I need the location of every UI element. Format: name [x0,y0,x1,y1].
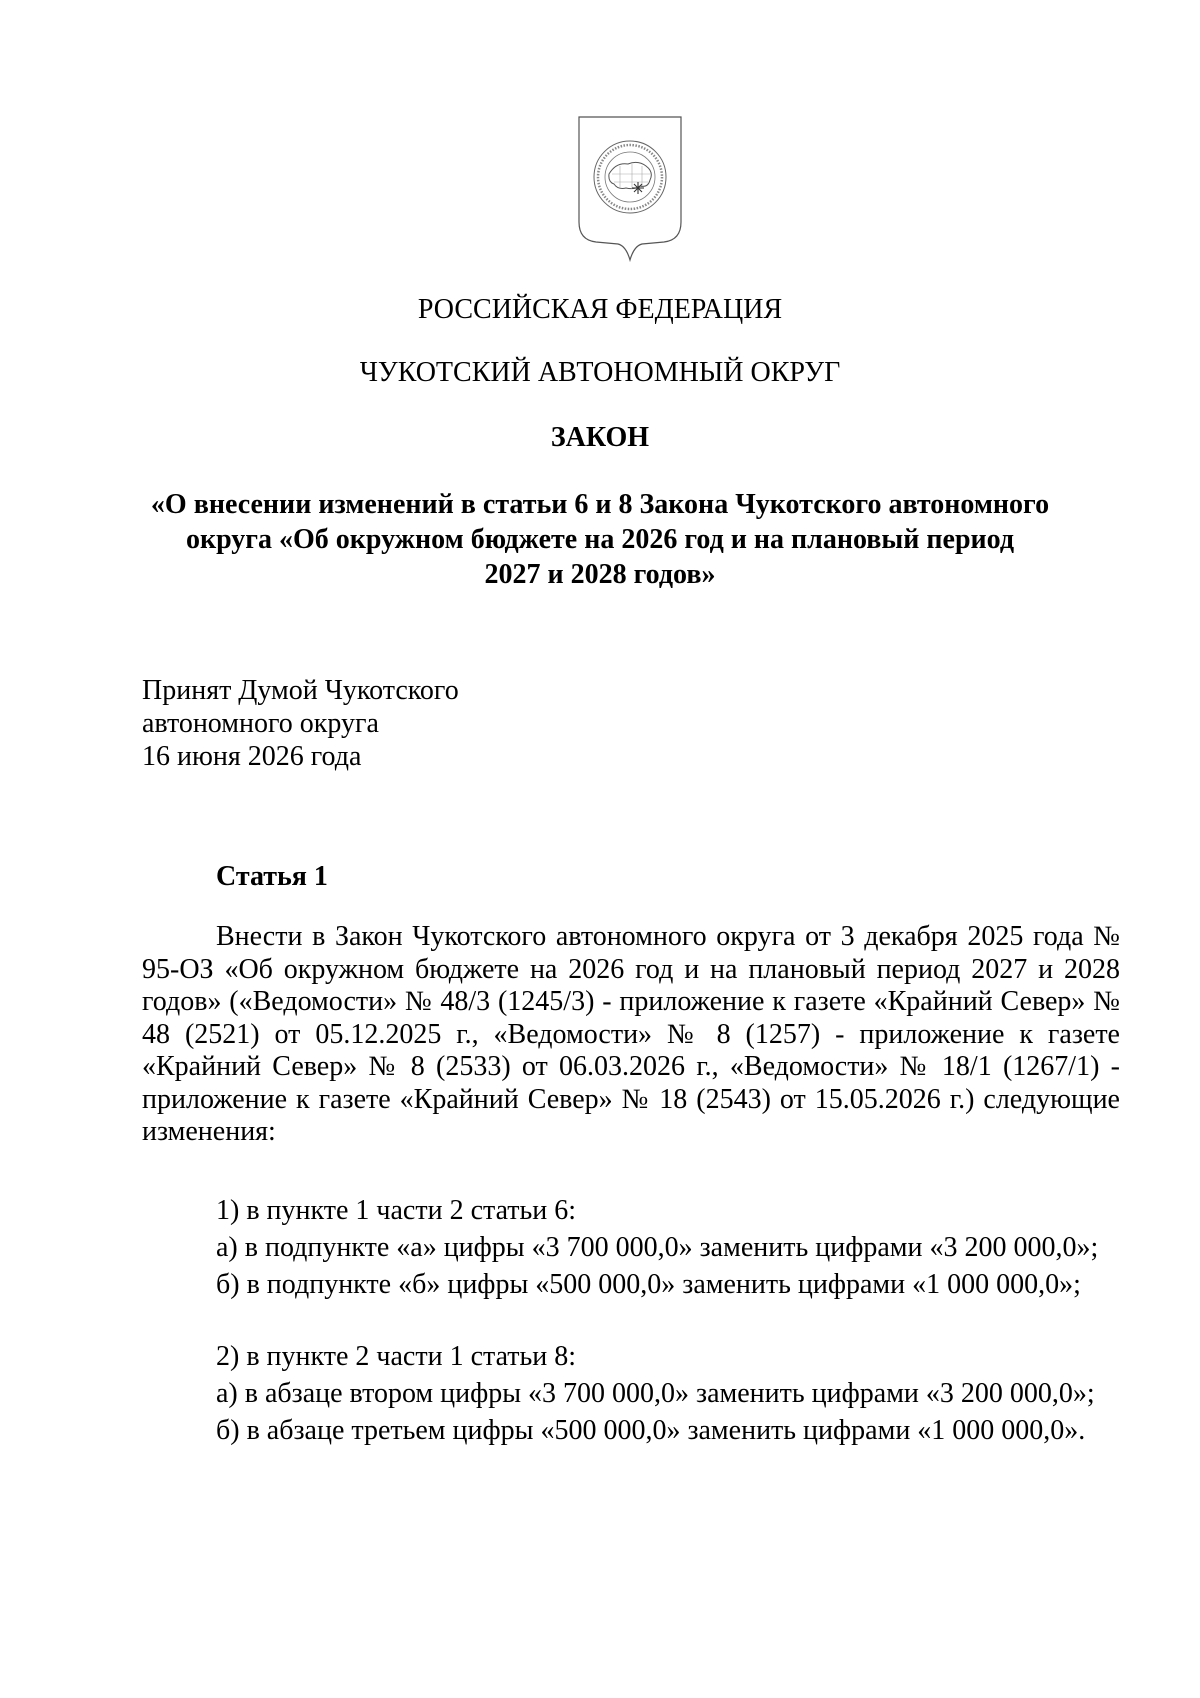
law-title [0,487,1200,592]
law-title-line: «О внесении изменений в статьи 6 и 8 Закона Чукотского автономного [150,489,1050,520]
adoption-info [142,674,459,773]
document-type: ЗАКОН [550,422,650,453]
amendment-item: 1) в пункте 1 части 2 статьи 6: [216,1195,577,1226]
amendment-item: б) в подпункте «б» цифры «500 000,0» заменить цифрами «1 000 000,0»; [216,1269,1081,1300]
amendment-item: а) в абзаце втором цифры «3 700 000,0» заменить цифрами «3 200 000,0»; [216,1378,1095,1409]
amendment-item: 2) в пункте 2 части 1 статьи 8: [216,1341,577,1372]
law-title-line: 2027 и 2028 годов» [484,559,716,590]
article-heading: Статья 1 [216,861,328,892]
adoption-date: 16 июня 2026 года [142,741,362,772]
article-body: Внести в Закон Чукотского автономного округа от 3 декабря 2025 года № 95-ОЗ «Об окружном бюджете на 2026 год и на плановый период 2027 и 2028 годов» («Ведомости» № 48/3 (1245/3) - приложение к газете «Крайний Север» № 48 (2521) от 05.12.2025 г., «Ведомости» № 8 (1257) - приложение к газете «Крайний Север» № 8 (2533) от 06.03.2026 г., «Ведомости» № 18/1 (1267/1) - приложение к газете «Крайний Север» № 18 (2543) от 15.05.2026 г.) следующие изменения: [142,921,1120,1147]
amendment-list [216,1192,1126,1449]
amendment-item: б) в абзаце третьем цифры «500 000,0» заменить цифрами «1 000 000,0». [216,1415,1086,1446]
adoption-line: Принят Думой Чукотского [142,675,459,706]
coat-of-arms-icon [576,114,684,264]
country-name: РОССИЙСКАЯ ФЕДЕРАЦИЯ [417,294,783,325]
adoption-line: автономного округа [142,708,379,739]
region-name: ЧУКОТСКИЙ АВТОНОМНЫЙ ОКРУГ [359,357,841,388]
amendment-item: а) в подпункте «а» цифры «3 700 000,0» заменить цифрами «3 200 000,0»; [216,1232,1099,1263]
spacer [216,1303,1126,1338]
law-title-line: округа «Об окружном бюджете на 2026 год и на плановый период [185,524,1015,555]
